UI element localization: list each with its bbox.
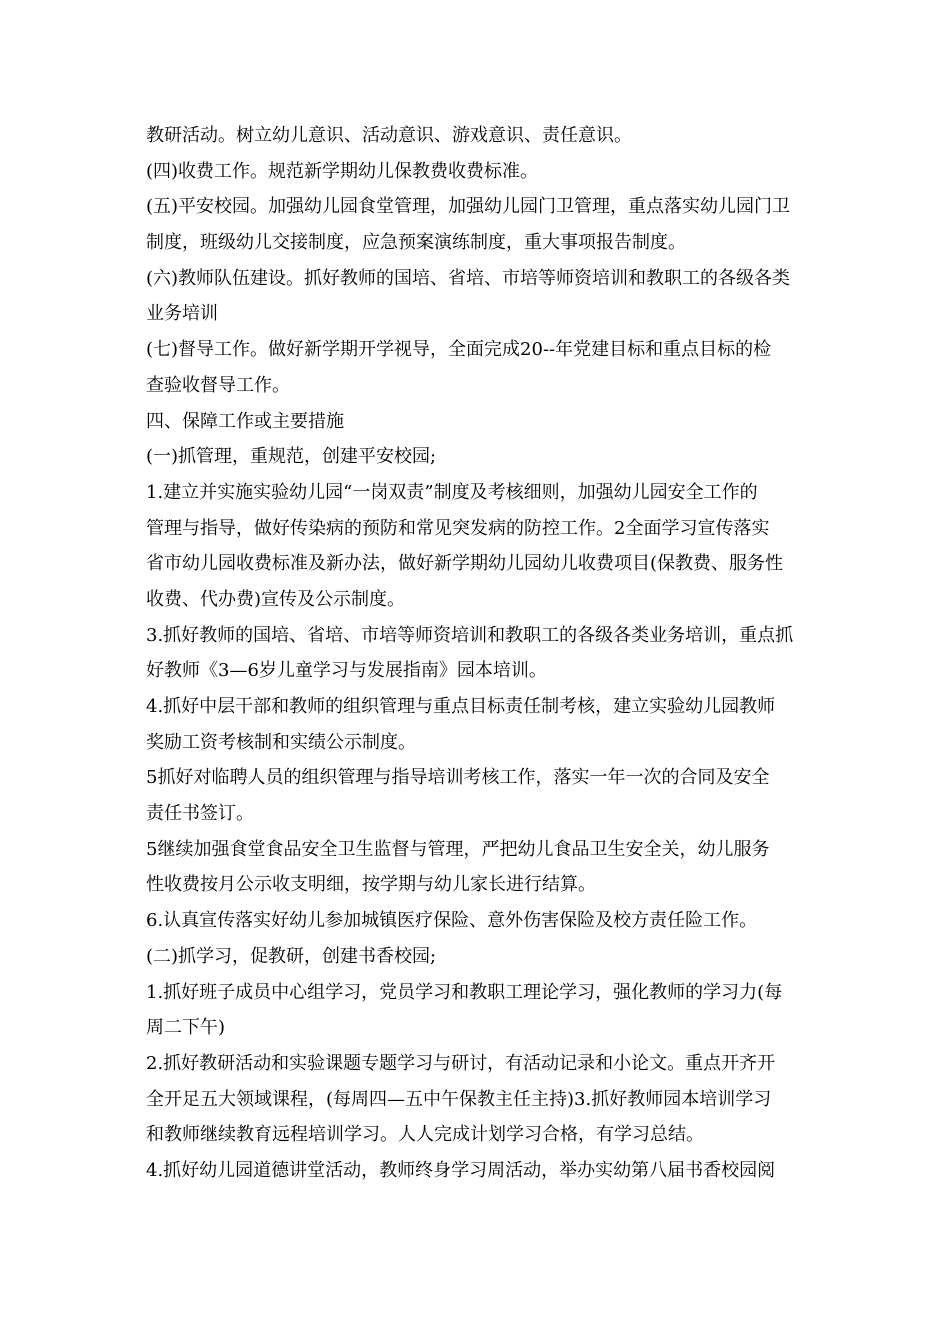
text-line: (一)抓管理，重规范，创建平安校园; [146,446,437,468]
text-line: 4.抓好中层干部和教师的组织管理与重点目标责任制考核，建立实验幼儿园教师 [146,696,776,717]
text-line: 和教师继续教育远程培训学习。人人完成计划学习合格，有学习总结。 [146,1124,704,1146]
text-line: 收费、代办费)宣传及公示制度。 [146,588,406,610]
text-line: 2.抓好教研活动和实验课题专题学习与研讨，有活动记录和小论文。重点开齐开 [146,1052,776,1074]
text-line: 管理与指导，做好传染病的预防和常见突发病的防控工作。2全面学习宣传落实 [146,517,770,539]
text-line: 性收费按月公示收支明细，按学期与幼儿家长进行结算。 [146,874,596,896]
text-line: 1.抓好班子成员中心组学习，党员学习和教职工理论学习，强化教师的学习力(每 [146,981,783,1003]
text-line: (二)抓学习，促教研，创建书香校园; [146,945,437,967]
text-line: 省市幼儿园收费标准及新办法，做好新学期幼儿园幼儿收费项目(保教费、服务性 [146,553,784,575]
text-line: (四)收费工作。规范新学期幼儿保教费收费标准。 [146,160,539,182]
text-line: 责任书签订。 [146,803,254,825]
section-heading: 四、保障工作或主要措施 [146,410,344,432]
text-line: 5继续加强食堂食品安全卫生监督与管理，严把幼儿食品卫生安全关，幼儿服务 [146,838,770,860]
text-line: 查验收督导工作。 [146,374,290,396]
text-line: 6.认真宣传落实好幼儿参加城镇医疗保险、意外伤害保险及校方责任险工作。 [146,910,758,932]
text-line: (六)教师队伍建设。抓好教师的国培、省培、市培等师资培训和教职工的各级各类 [146,267,791,289]
text-line: 制度，班级幼儿交接制度，应急预案演练制度，重大事项报告制度。 [146,232,686,254]
text-line: 1.建立并实施实验幼儿园“一岗双责”制度及考核细则，加强幼儿园安全工作的 [146,481,758,503]
text-line: 好教师《3—6岁儿童学习与发展指南》园本培训。 [146,660,547,682]
text-line: 周二下午) [146,1017,226,1039]
text-line: (七)督导工作。做好新学期开学视导，全面完成20--年党建目标和重点目标的检 [146,339,772,361]
document-body [146,118,810,1189]
text-line: (五)平安校园。加强幼儿园食堂管理，加强幼儿园门卫管理，重点落实幼儿园门卫 [146,196,791,218]
text-line: 4.抓好幼儿园道德讲堂活动，教师终身学习周活动，举办实幼第八届书香校园阅 [146,1159,776,1181]
text-line: 3.抓好教师的国培、省培、市培等师资培训和教职工的各级各类业务培训，重点抓 [146,624,794,646]
text-line: 奖励工资考核制和实绩公示制度。 [146,731,416,753]
text-line: 业务培训 [146,303,218,325]
text-line: 5抓好对临聘人员的组织管理与指导培训考核工作，落实一年一次的合同及安全 [146,767,770,789]
text-line: 教研活动。树立幼儿意识、活动意识、游戏意识、责任意识。 [146,125,632,146]
text-line: 全开足五大领域课程，(每周四—五中午保教主任主持)3.抓好教师园本培训学习 [146,1088,772,1110]
